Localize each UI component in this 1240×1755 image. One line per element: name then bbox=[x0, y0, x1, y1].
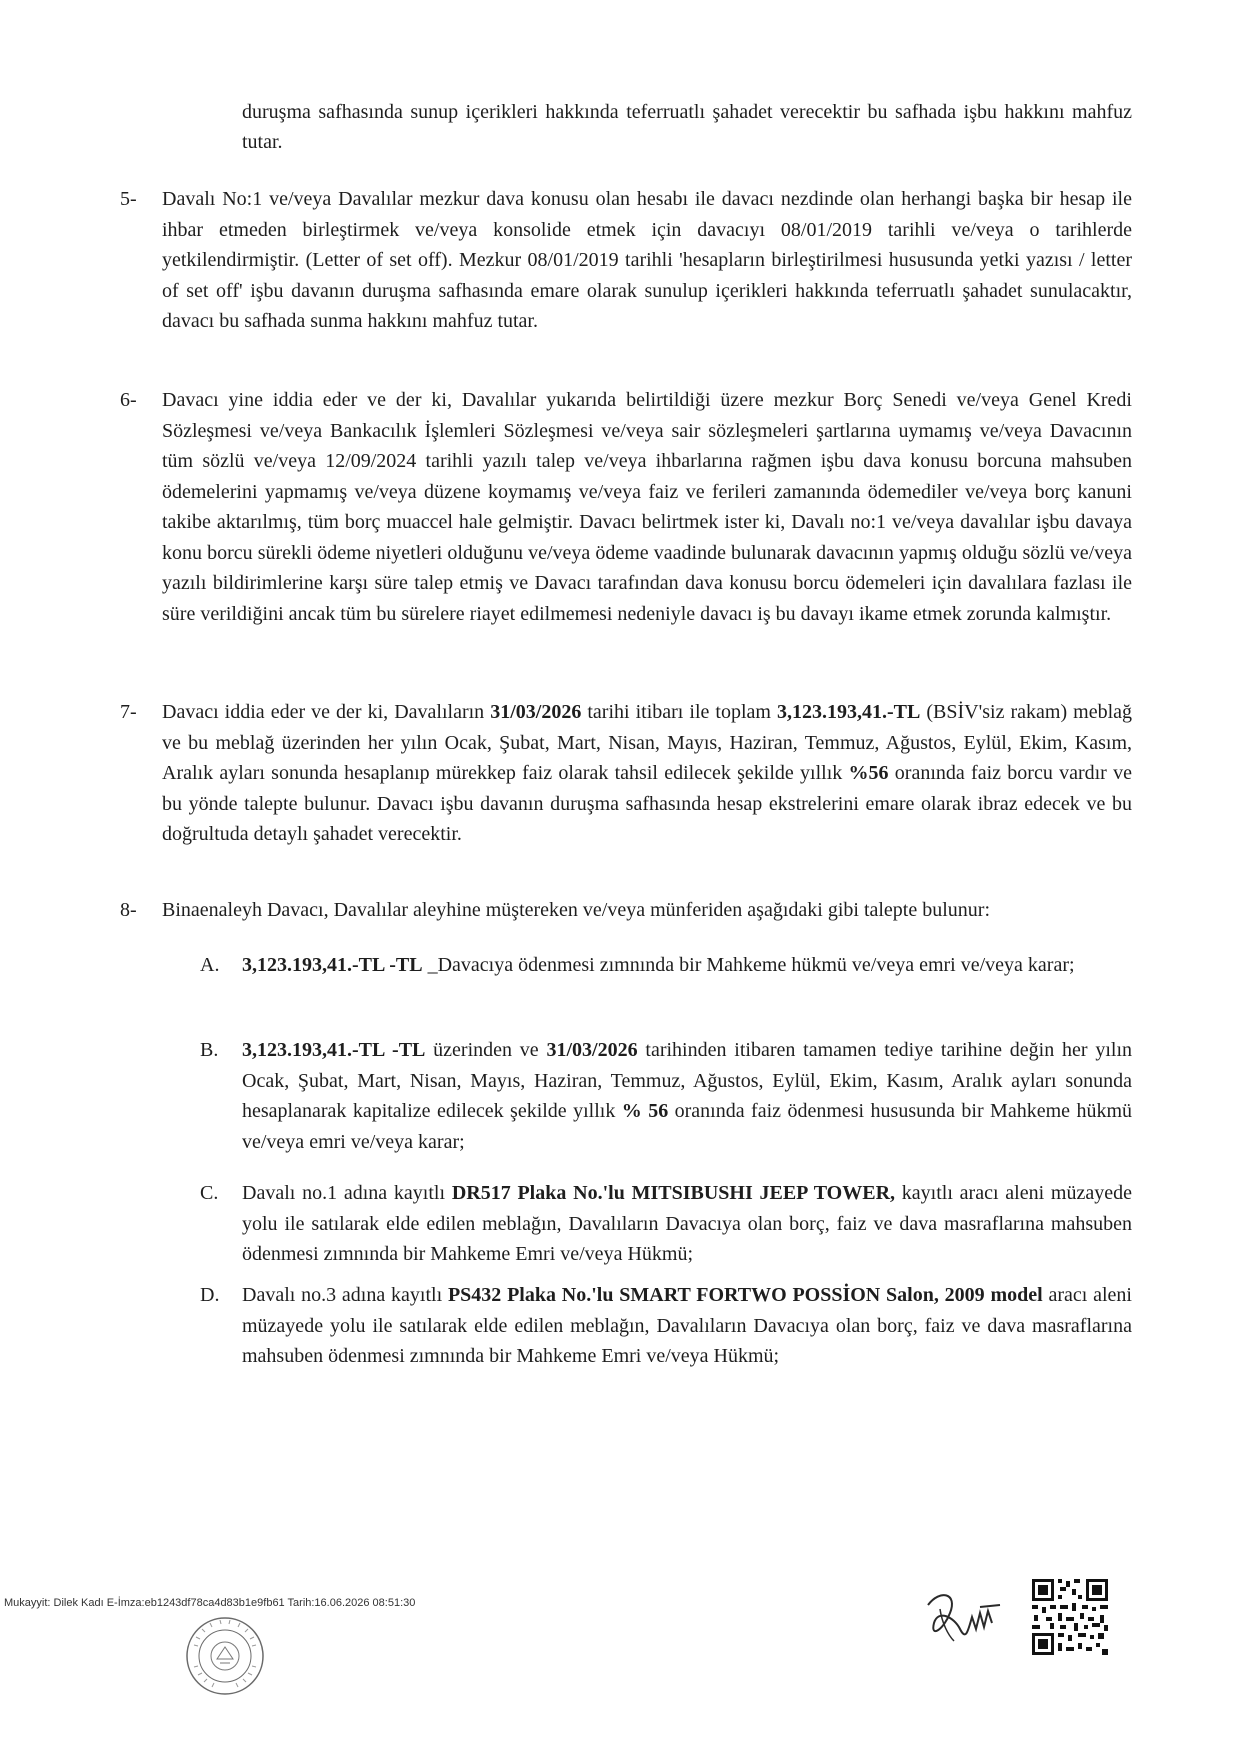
request-b bbox=[200, 1035, 1132, 1157]
list-item-5 bbox=[120, 184, 1132, 337]
request-text: Davalı no.3 adına kayıtlı PS432 Plaka No.'lu SMART FORTWO POSSİON Salon, 2009 model aracı aleni müzayede yolu ile satılarak elde edilen meblağın, Davalıların Davacıya olan borç, faiz ve dava masraflarına mahsuben ödenmesi zımnında bir Mahkeme Emri ve/veya Hükmü; bbox=[242, 1284, 1132, 1367]
e-signature-footer: Mukayyit: Dilek Kadı E-İmza:eb1243df78ca4d83b1e9fb61 Tarih:16.06.2026 08:51:30 bbox=[4, 1597, 416, 1609]
continuation-paragraph: duruşma safhasında sunup içerikleri hakkında teferruatlı şahadet verecektir bu safhada işbu hakkını mahfuz tutar. bbox=[242, 101, 1132, 153]
item-number: 5- bbox=[120, 188, 137, 210]
item-number: 8- bbox=[120, 899, 137, 921]
item-number: 6- bbox=[120, 389, 137, 411]
signature-icon bbox=[920, 1583, 1010, 1658]
list-item-7 bbox=[120, 697, 1132, 850]
request-letter: A. bbox=[200, 954, 220, 976]
request-letter: C. bbox=[200, 1182, 219, 1204]
request-text: 3,123.193,41.-TL -TL _Davacıya ödenmesi zımnında bir Mahkeme hükmü ve/veya emri ve/veya karar; bbox=[242, 954, 1075, 976]
list-item-8 bbox=[120, 895, 1132, 926]
request-text: Davalı no.1 adına kayıtlı DR517 Plaka No.'lu MITSIBUSHI JEEP TOWER, kayıtlı aracı aleni müzayede yolu ile satılarak elde edilen meblağın, Davalıların Davacıya olan borç, faiz ve dava masraflarına mahsuben ödenmesi zımnında bir Mahkeme Emri ve/veya Hükmü; bbox=[242, 1182, 1132, 1265]
court-seal-icon bbox=[184, 1615, 266, 1702]
request-a bbox=[200, 950, 1132, 981]
request-c bbox=[200, 1178, 1132, 1270]
item-number: 7- bbox=[120, 701, 137, 723]
list-item-6 bbox=[120, 385, 1132, 629]
request-letter: B. bbox=[200, 1039, 219, 1061]
request-letter: D. bbox=[200, 1284, 220, 1306]
item-text: Davacı iddia eder ve der ki, Davalıların 31/03/2026 tarihi itibarı ile toplam 3,123.193,41.-TL (BSİV'siz rakam) meblağ ve bu meblağ üzerinden her yılın Ocak, Şubat, Mart, Nisan, Mayıs, Haziran, Temmuz, Ağustos, Eylül, Ekim, Kasım, Aralık ayları sonunda hesaplanıp mürekkep faiz olarak tahsil edilecek şekilde yıllık %56 oranında faiz borcu vardır ve bu yönde talepte bulunur. Davacı işbu davanın duruşma safhasında hesap ekstrelerini emare olarak ibraz edecek ve bu doğrultuda detaylı şahadet verecektir. bbox=[162, 701, 1133, 845]
item-text: Binaenaleyh Davacı, Davalılar aleyhine müştereken ve/veya münferiden aşağıdaki gibi talepte bulunur: bbox=[162, 899, 991, 921]
request-text: 3,123.193,41.-TL -TL üzerinden ve 31/03/2026 tarihinden itibaren tamamen tediye tarihine değin her yılın Ocak, Şubat, Mart, Nisan, Mayıs, Haziran, Temmuz, Ağustos, Eylül, Ekim, Kasım, Aralık ayları sonunda hesaplanarak kapitalize edilecek şekilde yıllık % 56 oranında faiz ödenmesi hususunda bir Mahkeme hükmü ve/veya emri ve/veya karar; bbox=[242, 1039, 1133, 1153]
item-text: Davalı No:1 ve/veya Davalılar mezkur dava konusu olan hesabı ile davacı nezdinde olan herhangi başka bir hesap ile ihbar etmeden birleştirmek ve/veya konsolide etmek için davacıyı 08/01/2019 tarihli ve/veya o tarihlerde yetkilendirmiştir. (Letter of set off). Mezkur 08/01/2019 tarihli 'hesapların birleştirilmesi hususunda yetki yazısı / letter of set off' işbu davanın duruşma safhasında emare olarak sunulup içerikleri hakkında teferruatlı şahadet sunulacaktır, davacı bu safhada sunma hakkını mahfuz tutar. bbox=[162, 188, 1132, 332]
qr-code-icon bbox=[1030, 1577, 1110, 1662]
item-text: Davacı yine iddia eder ve der ki, Davalılar yukarıda belirtildiği üzere mezkur Borç Senedi ve/veya Genel Kredi Sözleşmesi ve/veya Bankacılık İşlemleri Sözleşmesi ve/veya sair sözleşmeleri şartlarına uymamış ve/veya Davacının tüm sözlü ve/veya 12/09/2024 tarihli yazılı talep ve/veya ihbarlarına rağmen işbu dava konusu borcuna mahsuben ödemelerini yapmamış ve/veya düzene koymamış ve/veya faiz ve ferileri zamanında ödemediler ve/veya borç kanuni takibe aktarılmış, tüm borç muaccel hale gelmiştir. Davacı belirtmek ister ki, Davalı no:1 ve/veya davalılar işbu davaya konu borcu sürekli ödeme niyetleri olduğunu ve/veya ödeme vaadinde bulunarak davacının yapmış olduğu sözlü ve/veya yazılı bildirimlerine karşı süre talep etmiş ve Davacı tarafından dava konusu borcu ödemeleri için davalılara fazlası ile süre verildiğini ancak tüm bu sürelere riayet edilmemesi nedeniyle davacı iş bu davayı ikame etmek zorunda kalmıştır. bbox=[162, 389, 1132, 625]
request-d bbox=[200, 1280, 1132, 1372]
